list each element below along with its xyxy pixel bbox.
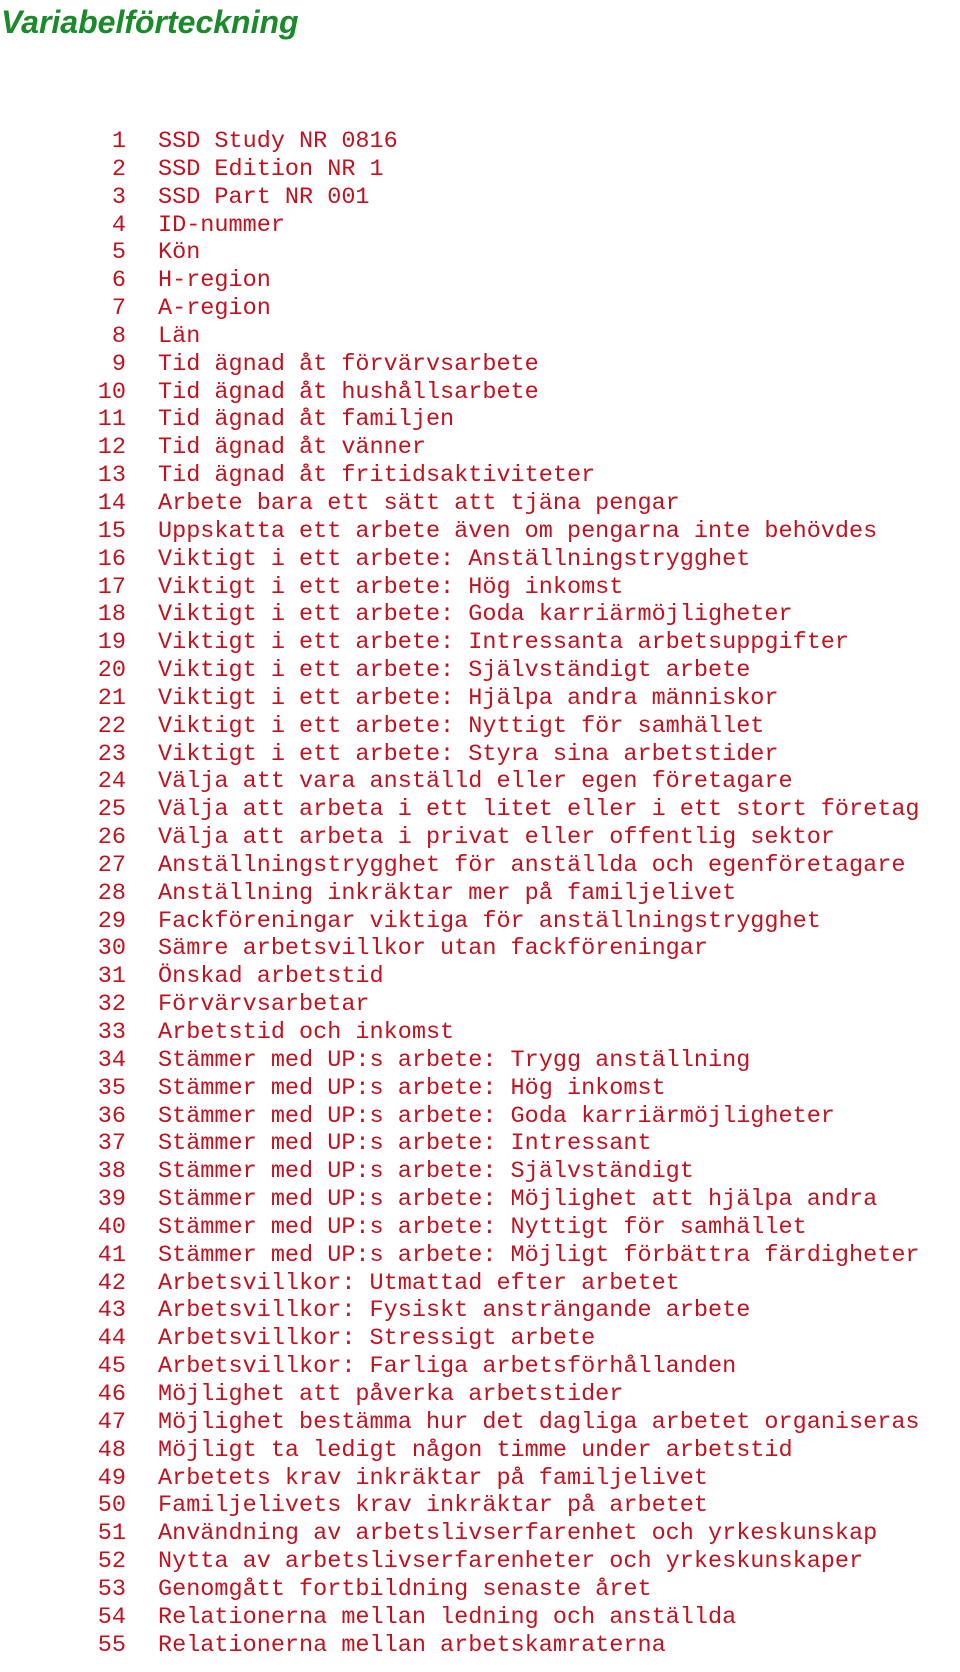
variable-number: 39 (97, 1186, 126, 1214)
variable-label: Län (158, 322, 201, 350)
variable-row (0, 629, 920, 657)
variable-row (0, 880, 920, 908)
variable-number: 38 (97, 1158, 126, 1186)
variable-number: 10 (97, 378, 126, 406)
variable-number: 40 (97, 1213, 126, 1241)
variable-row (0, 546, 920, 574)
variable-row (0, 796, 920, 824)
variable-number: 8 (111, 322, 126, 350)
variable-number: 37 (97, 1130, 126, 1158)
variable-row (0, 574, 920, 602)
variable-label: Användning av arbetslivserfarenhet och yrkeskunskap (158, 1520, 878, 1548)
variable-row (0, 434, 920, 462)
variable-number: 23 (97, 740, 126, 768)
variable-label: H-region (158, 267, 271, 295)
variable-number: 14 (97, 489, 126, 517)
variable-row (0, 1325, 920, 1353)
variable-label: Viktigt i ett arbete: Hjälpa andra människor (158, 684, 779, 712)
variable-row (0, 1520, 920, 1548)
variable-label: Viktigt i ett arbete: Anställningstrygghet (158, 545, 751, 573)
variable-number: 53 (97, 1575, 126, 1603)
variable-row (0, 768, 920, 796)
variable-row (0, 908, 920, 936)
variable-label: Viktigt i ett arbete: Goda karriärmöjligheter (158, 601, 793, 629)
variable-row (0, 1297, 920, 1325)
variable-row (0, 1353, 920, 1381)
variable-number: 55 (97, 1631, 126, 1659)
variable-label: Relationerna mellan arbetskamraterna (158, 1631, 666, 1659)
variable-row (0, 1492, 920, 1520)
variable-row (0, 1632, 920, 1660)
variable-row (0, 1214, 920, 1242)
variable-number: 31 (97, 963, 126, 991)
variable-row (0, 824, 920, 852)
variable-label: Kön (158, 239, 201, 267)
variable-label: Fackföreningar viktiga för anställningstrygghet (158, 907, 821, 935)
variable-label: ID-nummer (158, 211, 285, 239)
variable-row (0, 1186, 920, 1214)
variable-label: Möjlighet att påverka arbetstider (158, 1380, 624, 1408)
variable-number: 45 (97, 1353, 126, 1381)
variable-number: 26 (97, 824, 126, 852)
variable-row (0, 963, 920, 991)
variable-number: 15 (97, 517, 126, 545)
variable-row (0, 1548, 920, 1576)
variable-label: Tid ägnad åt vänner (158, 434, 426, 462)
variable-row (0, 518, 920, 546)
variable-number: 52 (97, 1548, 126, 1576)
page-title: Variabelförteckning (1, 4, 299, 40)
variable-number: 54 (97, 1603, 126, 1631)
variable-row (0, 1409, 920, 1437)
variable-label: Anställningstrygghet för anställda och egenföretagare (158, 851, 906, 879)
variable-number: 12 (97, 434, 126, 462)
variable-number: 43 (97, 1297, 126, 1325)
variable-row (0, 406, 920, 434)
variable-label: SSD Edition NR 1 (158, 155, 384, 183)
variable-label: Arbetstid och inkomst (158, 1019, 455, 1046)
variable-number: 46 (97, 1380, 126, 1408)
variable-number: 30 (97, 935, 126, 963)
variable-label: Arbetsvillkor: Fysiskt ansträngande arbete (158, 1297, 751, 1325)
variable-number: 27 (97, 851, 126, 879)
variable-label: Stämmer med UP:s arbete: Intressant (158, 1130, 652, 1158)
variable-label: Stämmer med UP:s arbete: Nyttigt för samhället (158, 1213, 807, 1241)
variable-number: 19 (97, 629, 126, 657)
variable-number: 48 (97, 1436, 126, 1464)
variable-number: 11 (97, 406, 126, 434)
variable-number: 4 (111, 211, 126, 239)
variable-label: Stämmer med UP:s arbete: Självständigt (158, 1158, 694, 1186)
variable-row (0, 1270, 920, 1298)
variable-label: Förvärvsarbetar (158, 991, 370, 1019)
variable-number: 17 (97, 573, 126, 601)
variable-label: Välja att vara anställd eller egen företagare (158, 768, 793, 796)
variable-row (0, 1075, 920, 1103)
variable-row (0, 184, 920, 212)
variable-number: 32 (97, 991, 126, 1019)
variable-number: 20 (97, 657, 126, 685)
variable-label: Arbete bara ett sätt att tjäna pengar (158, 489, 680, 517)
variable-label: Sämre arbetsvillkor utan fackföreningar (158, 935, 708, 963)
variable-number: 7 (111, 295, 126, 323)
variable-row (0, 267, 920, 295)
variable-row (0, 490, 920, 518)
variable-number: 22 (97, 712, 126, 740)
variable-row (0, 128, 920, 156)
variable-row (0, 351, 920, 379)
variable-number: 35 (97, 1074, 126, 1102)
variable-number: 1 (111, 128, 126, 155)
variable-label: Viktigt i ett arbete: Självständigt arbete (158, 657, 751, 685)
variable-row (0, 295, 920, 323)
variable-label: Arbetsvillkor: Farliga arbetsförhållanden (158, 1353, 737, 1381)
variable-row (0, 852, 920, 880)
variable-row (0, 1158, 920, 1186)
variable-label: Stämmer med UP:s arbete: Möjlighet att hjälpa andra (158, 1186, 878, 1214)
variable-row (0, 1437, 920, 1465)
variable-label: Arbetets krav inkräktar på familjelivet (158, 1464, 708, 1492)
variable-row (0, 1604, 920, 1632)
variable-number: 47 (97, 1408, 126, 1436)
variable-row (0, 601, 920, 629)
variable-label: Stämmer med UP:s arbete: Möjligt förbättra färdigheter (158, 1241, 920, 1269)
variable-number: 16 (97, 545, 126, 573)
variable-label: Viktigt i ett arbete: Styra sina arbetstider (158, 740, 779, 768)
variable-label: Uppskatta ett arbete även om pengarna inte behövdes (158, 517, 878, 545)
variable-label: Välja att arbeta i ett litet eller i ett stort företag (158, 796, 920, 824)
variable-row (0, 1242, 920, 1270)
variable-label: Möjlighet bestämma hur det dagliga arbetet organiseras (158, 1408, 920, 1436)
variable-label: Tid ägnad åt fritidsaktiviteter (158, 462, 596, 490)
variable-number: 5 (111, 239, 126, 267)
variable-number: 3 (111, 183, 126, 211)
variable-row (0, 1576, 920, 1604)
variable-row (0, 1019, 920, 1047)
variable-row (0, 156, 920, 184)
variable-label: SSD Part NR 001 (158, 183, 370, 211)
variable-row (0, 991, 920, 1019)
variable-number: 9 (111, 350, 126, 378)
variable-row (0, 379, 920, 407)
variable-label: Familjelivets krav inkräktar på arbetet (158, 1492, 708, 1520)
variable-label: Genomgått fortbildning senaste året (158, 1575, 652, 1603)
variable-number: 36 (97, 1102, 126, 1130)
variable-number: 51 (97, 1520, 126, 1548)
variable-label: Tid ägnad åt familjen (158, 406, 455, 434)
variable-number: 42 (97, 1269, 126, 1297)
variable-label: SSD Study NR 0816 (158, 128, 398, 155)
variable-number: 29 (97, 907, 126, 935)
variable-row (0, 462, 920, 490)
variable-number: 44 (97, 1325, 126, 1353)
variable-label: Anställning inkräktar mer på familjelivet (158, 879, 737, 907)
variable-row (0, 741, 920, 769)
variable-label: Önskad arbetstid (158, 963, 384, 991)
variable-label: Arbetsvillkor: Utmattad efter arbetet (158, 1269, 680, 1297)
variable-number: 21 (97, 684, 126, 712)
variable-number: 49 (97, 1464, 126, 1492)
variable-label: Stämmer med UP:s arbete: Goda karriärmöjligheter (158, 1102, 835, 1130)
variable-number: 41 (97, 1241, 126, 1269)
variable-number: 2 (111, 155, 126, 183)
variable-row (0, 935, 920, 963)
variable-row (0, 1465, 920, 1493)
variable-label: Stämmer med UP:s arbete: Hög inkomst (158, 1074, 666, 1102)
variable-number: 13 (97, 462, 126, 490)
variable-label: Möjligt ta ledigt någon timme under arbetstid (158, 1436, 793, 1464)
variable-row (0, 1381, 920, 1409)
variable-row (0, 1103, 920, 1131)
variable-number: 28 (97, 879, 126, 907)
variable-row (0, 323, 920, 351)
variable-row (0, 1047, 920, 1075)
variable-row (0, 239, 920, 267)
variable-label: Viktigt i ett arbete: Hög inkomst (158, 573, 624, 601)
variable-label: A-region (158, 295, 271, 323)
variable-number: 25 (97, 796, 126, 824)
variable-label: Arbetsvillkor: Stressigt arbete (158, 1325, 596, 1353)
variable-label: Välja att arbeta i privat eller offentlig sektor (158, 824, 835, 852)
variable-number: 50 (97, 1492, 126, 1520)
variable-row (0, 1130, 920, 1158)
variable-number: 34 (97, 1046, 126, 1074)
variable-label: Viktigt i ett arbete: Intressanta arbetsuppgifter (158, 629, 850, 657)
variable-number: 6 (111, 267, 126, 295)
variable-label: Viktigt i ett arbete: Nyttigt för samhället (158, 712, 765, 740)
variable-row (0, 212, 920, 240)
variable-row (0, 713, 920, 741)
variable-label: Nytta av arbetslivserfarenheter och yrkeskunskaper (158, 1548, 864, 1576)
variable-row (0, 685, 920, 713)
variable-label: Tid ägnad åt förvärvsarbete (158, 350, 539, 378)
variable-number: 18 (97, 601, 126, 629)
variable-number: 33 (97, 1019, 126, 1046)
variable-label: Relationerna mellan ledning och anställda (158, 1603, 737, 1631)
variable-number: 24 (97, 768, 126, 796)
variable-row (0, 657, 920, 685)
variable-label: Stämmer med UP:s arbete: Trygg anställning (158, 1046, 751, 1074)
variable-label: Tid ägnad åt hushållsarbete (158, 378, 539, 406)
variable-list (0, 128, 920, 1659)
